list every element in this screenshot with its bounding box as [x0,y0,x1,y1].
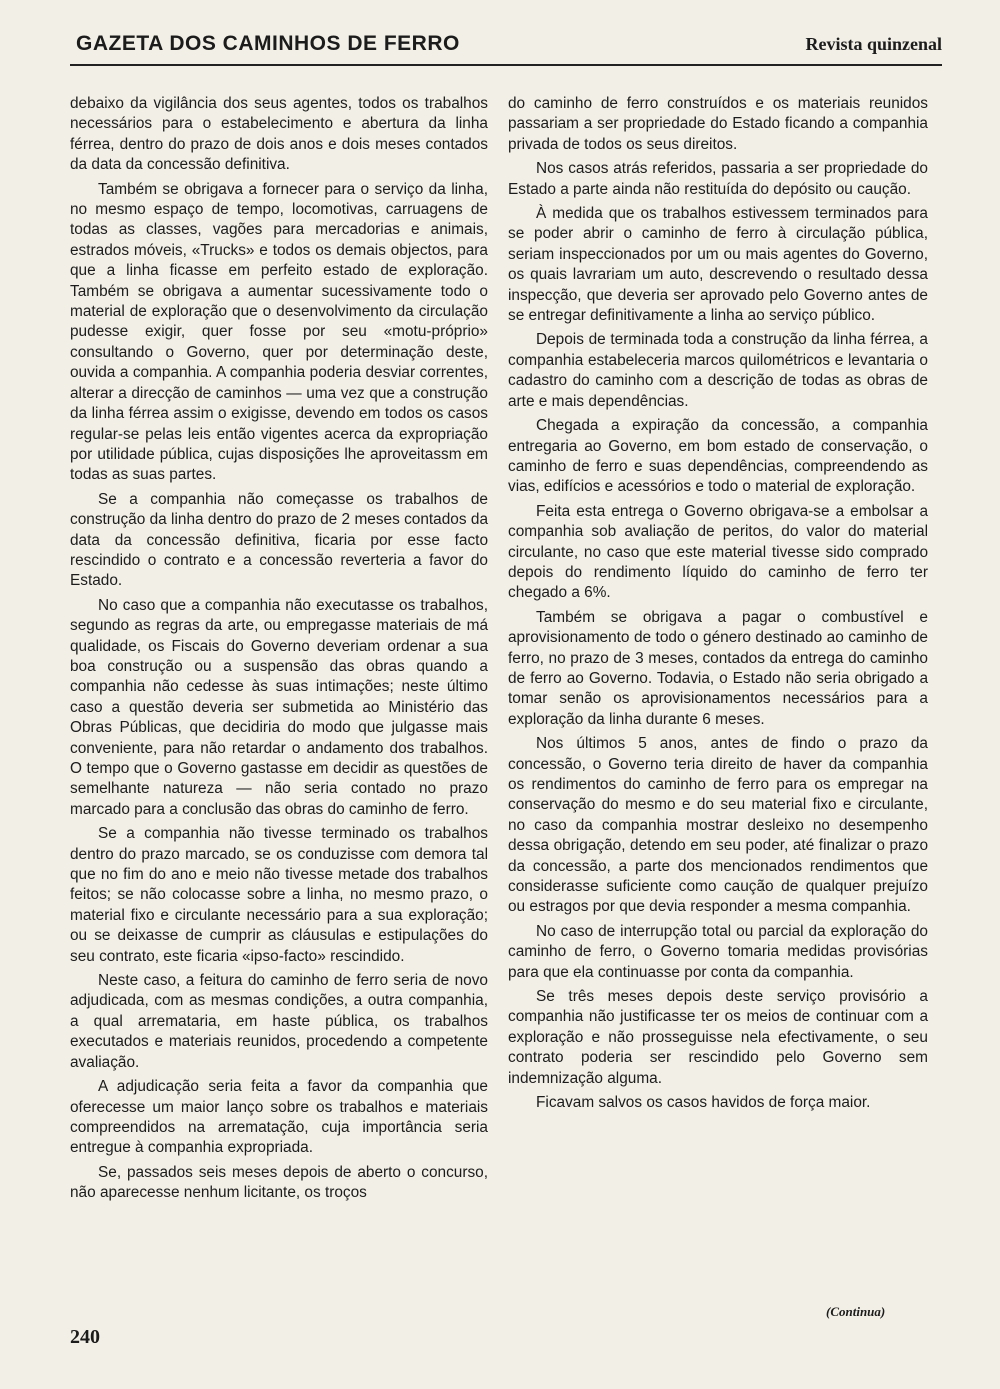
paragraph: Feita esta entrega o Governo obrigava-se a embolsar a companhia sob avaliação de peritos, do valor do material circulante, no caso que este material tivesse sido comprado depois do rendimento líquido do caminho de ferro ter chegado a 6%. [508,502,928,602]
paragraph: debaixo da vigilância dos seus agentes, todos os trabalhos necessários para o estabelecimento e abertura da linha férrea, dentro do prazo de dois anos e dois meses contados da data da concessão definitiva. [70,95,488,174]
right-column [508,94,928,1118]
paragraph: Depois de terminada toda a construção da linha férrea, a companhia estabeleceria marcos quilométricos e levantaria o cadastro do caminho com a descrição de todas as obras de arte e mais dependências. [508,331,928,410]
paragraph: À medida que os trabalhos estivessem terminados para se poder abrir o caminho de ferro à circulação pública, seriam inspeccionados por um ou mais agentes do Governo, os quais lavrariam um auto, descrevendo o resultado dessa inspecção, que deveria ser aprovado pelo Governo antes de se entregar definitivamente a linha ao serviço público. [508,205,928,325]
paragraph: Se a companhia não tivesse terminado os trabalhos dentro do prazo marcado, se os conduzisse com demora tal que no fim do ano e meio não tivesse metade dos trabalhos feitos; se não colocasse sobre a linha, no mesmo prazo, o material fixo e circulante necessário para a sua exploração; ou se deixasse de cumprir as cláusulas e estipulações do seu contrato, este ficaria «ipso-facto» rescindido. [70,825,488,965]
paragraph: Se a companhia não começasse os trabalhos de construção da linha dentro do prazo de 2 meses contados da data da concessão definitiva, ficaria por esse facto rescindido o contrato e a concessão reverteria a favor do Estado. [70,490,488,590]
paragraph: Neste caso, a feitura do caminho de ferro seria de novo adjudicada, com as mesmas condições, a outra companhia, a qual arremataria, em haste pública, os trabalhos executados e materiais reunidos, procedendo a competente avaliação. [70,972,488,1071]
page-number: 240 [70,1326,100,1348]
paragraph: Nos casos atrás referidos, passaria a ser propriedade do Estado a parte ainda não restituída do depósito ou caução. [508,160,928,198]
continuation-note: (Continua) [826,1304,886,1319]
paragraph: A adjudicação seria feita a favor da companhia que oferecesse um maior lanço sobre os trabalhos e materiais compreendidos na arrematação, cuja importância seria entregue à companhia expropriada. [70,1078,488,1157]
left-column [70,94,488,1208]
paragraph: No caso de interrupção total ou parcial da exploração do caminho de ferro, o Governo tomaria medidas provisórias para que ela continuasse por conta da companhia. [508,922,928,981]
paragraph: No caso que a companhia não executasse os trabalhos, segundo as regras da arte, ou empregasse materiais de má qualidade, os Fiscais do Governo deveriam ordenar a sua boa construção ou a suspensão das obras quando a companhia não cedesse às suas intimações; neste último caso a questão deveria ser submetida ao Ministério das Obras Públicas, que decidiria do modo que julgasse mais conveniente, para não retardar o andamento dos trabalhos. O tempo que o Governo gastasse em decidir as questões de semelhante natureza — não seria contado no prazo marcado para a conclusão das obras do caminho de ferro. [70,596,488,818]
paragraph: Também se obrigava a fornecer para o serviço da linha, no mesmo espaço de tempo, locomotivas, carruagens de todas as classes, vagões para mercadorias e animais, estrados móveis, «Trucks» e todos os demais objectos, para que a linha ficasse em perfeito estado de exploração. Também se obrigava a aumentar sucessivamente todo o material de exploração que o desenvolvimento da circulação pudesse exigir, quer fosse por seu «motu-próprio» consultando o Governo, quer por determinação deste, ouvida a companhia. A companhia poderia desviar correntes, alterar a direcção de caminhos — uma vez que a construção da linha férrea assim o exigisse, devendo em todos os casos regular-se pelas leis então vigentes acerca da expropriação por utilidade pública, cujas disposições lhe aproveitassm em todas as suas partes. [70,180,488,484]
publication-title: GAZETA DOS CAMINHOS DE FERRO [76,32,460,55]
publication-subtitle: Revista quinzenal [805,34,942,54]
paragraph: Nos últimos 5 anos, antes de findo o prazo da concessão, o Governo teria direito de haver da companhia os rendimentos do caminho de ferro para os empregar na conservação do mesmo e do seu material fixo e circulante, no caso da companhia mostrar desleixo no desempenho dessa obrigação, detendo em seu poder, até finalizar o prazo da concessão, a parte dos mencionados rendimentos que considerasse suficiente como caução de qualquer prejuízo ou estragos por que devia responder a mesma companhia. [508,735,928,916]
paragraph: Ficavam salvos os casos havidos de força maior. [536,1094,871,1112]
page-header [70,30,942,66]
paragraph: Se três meses depois deste serviço provisório a companhia não justificasse ter os meios de continuar com a exploração e não prosseguisse nela efectivamente, o seu contrato poderia ser rescindido pelo Governo sem indemnização alguma. [508,988,928,1087]
paragraph: Também se obrigava a pagar o combustível e aprovisionamento de todo o género destinado ao caminho de ferro, no prazo de 3 meses, contados da entrega do caminho de ferro ao Governo. Todavia, o Estado não seria obrigado a tomar senão os aprovisionamentos necessários para a exploração da linha durante 6 meses. [508,608,928,728]
paragraph: Chegada a expiração da concessão, a companhia entregaria ao Governo, em bom estado de conservação, o caminho de ferro e suas dependências, compreendendo as vias, edifícios e acessórios e todo o material de exploração. [508,417,928,496]
paragraph: Se, passados seis meses depois de aberto o concurso, não aparecesse nenhum licitante, os troços [70,1163,488,1202]
paragraph: do caminho de ferro construídos e os materiais reunidos passariam a ser propriedade do Estado ficando a companhia privada de todos os seus direitos. [508,95,928,153]
